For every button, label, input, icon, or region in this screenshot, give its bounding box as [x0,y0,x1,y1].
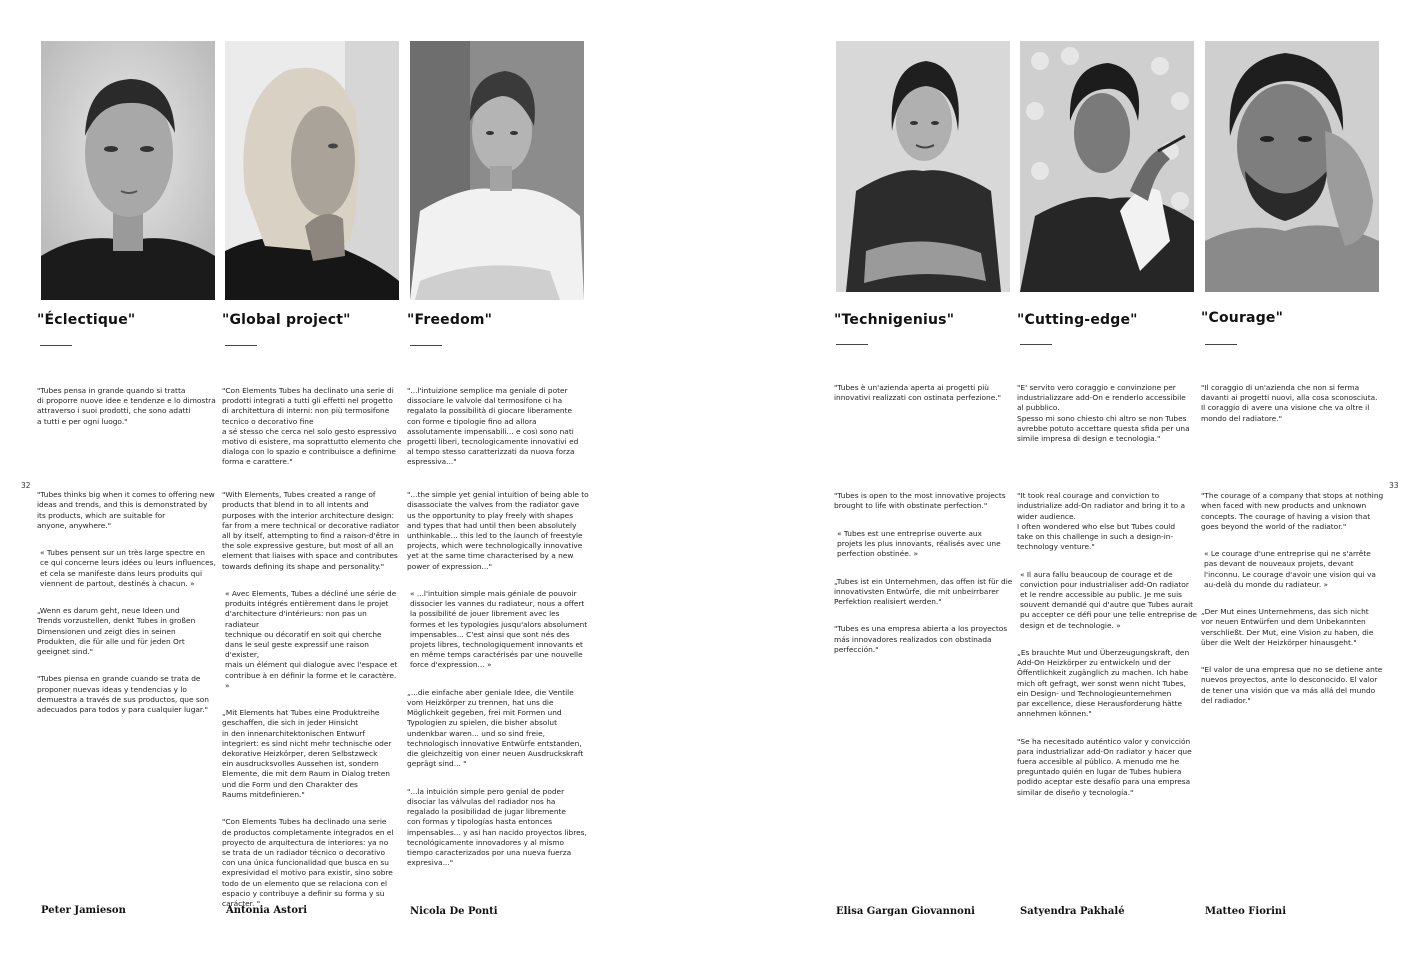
designer-name: Antonia Astori [226,905,308,916]
quote-german: „Wenn es darum geht, neue Ideen und Trends vorzustellen, denkt Tubes in großen Dimensionen und zeigt dies in seinen Produkten, die für alle und für jeden Ort geeignet sind." [37,606,196,657]
portrait-photo [225,41,399,300]
quote-french: « ...l'intuition simple mais géniale de pouvoir dissocier les vannes du radiateur, nous a offert la possibilité de jouer librement avec les formes et les typologies jusqu'alors absolument impensables... C'est ainsi que sont nés des projets libres, technologiquement innovants et en même temps caractérisés par une nouvelle force d'expression... » [410,589,588,670]
divider [225,345,257,346]
designer-name: Satyendra Pakhalé [1020,906,1125,917]
quote-french: « Tubes est une entreprise ouverte aux projets les plus innovants, réalisés avec une perfection obstinée. » [837,528,1001,559]
designer-name: Elisa Gargan Giovannoni [836,906,975,917]
quote-italian: "Il coraggio di un'azienda che non si ferma davanti ai progetti nuovi, alla cosa sconosciuta. Il coraggio di avere una visione che va oltre il mondo del radiatore." [1201,383,1378,423]
portrait-photo [41,41,215,300]
divider [410,345,442,346]
quote-translations [407,480,589,886]
quote-spanish: "...la intuición simple pero genial de poder disociar las válvulas del radiador nos ha regalado la posibilidad de jugar libremente con formas y tipologías hasta entonces impensables... y así han nacido proyectos libres, tecnológicamente innovadores y al mismo tiempo caracterizados por una nueva fuerza expresiva..." [407,786,587,868]
quote-spanish: "Tubes es una empresa abierta a los proyectos más innovadores realizados con obstinada perfección." [834,624,1008,654]
quote-english: "Tubes thinks big when it comes to offering new ideas and trends, and this is demonstrated by its products, which are suitable for anyone, anywhere." [37,490,215,530]
quote-italian: "Con Elements Tubes ha declinato una serie di prodotti integrati a tutti gli effetti nel progetto di architettura di interni: non più termosifone tecnico o decorativo fine a sé stesso che cerca nel solo gesto espressivo motivo di esistere, ma soprattutto elemento che dialoga con lo spazio e contribuisce a definirne forma e carattere." [222,386,402,467]
divider [40,345,72,346]
quote-english: "It took real courage and conviction to industrialize add-On radiator and bring it to a wider audience. I often wondered who else but Tubes could take on this challenge in such a design-in- technology venture." [1017,491,1186,552]
portrait-photo [410,41,584,300]
page-number-right: 33 [1389,481,1399,490]
portrait-photo [836,41,1010,292]
portrait-photo [1020,41,1194,292]
designer-name: Matteo Fiorini [1205,906,1287,917]
quote-italian: "E' servito vero coraggio e convinzione per industrializzare add-On e renderlo accessibile al pubblico. Spesso mi sono chiesto chi altro se non Tubes avrebbe potuto accettare questa sfida per una simile impresa di design e tecnologia." [1017,383,1190,444]
designer-name: Nicola De Ponti [410,906,498,917]
keyword-heading: "Cutting-edge" [1017,312,1138,328]
quote-french: « Le courage d'une entreprise qui ne s'arrête pas devant de nouveaux projets, devant l'inconnu. Le courage d'avoir une vision qui va au-delà du monde du radiateur. » [1204,549,1376,589]
quote-french: « Il aura fallu beaucoup de courage et de conviction pour industrialiser add-On radiator et le rendre accessible au public. Je me suis souvent demandé qui d'autre que Tubes aurait pu accepter ce défi pour une telle entreprise de design et de technologie. » [1020,569,1197,630]
quote-translations [1201,481,1386,723]
quote-german: „Tubes ist ein Unternehmen, das offen ist für die innovativsten Entwürfe, die mit unbeirrbarer Perfektion realisiert werden." [834,576,1013,607]
quote-translations [37,480,217,732]
quote-english: "With Elements, Tubes created a range of products that blend in to all intents and purposes with the interior architecture design: far from a mere technical or decorative radiator all by itself, attempting to find a raison-d'être in the sole expressive gesture, but most of all an element that liaises with space and contributes towards defining its shape and personality." [222,490,400,571]
keyword-heading: "Freedom" [407,312,493,328]
quote-spanish: "Se ha necesitado auténtico valor y convicción para industrializar add-On radiator y hacer que fuera accesible al público. A menudo me he preguntado quién en lugar de Tubes hubiera podido aceptar este desafío para una empresa similar de diseño y tecnología." [1017,736,1192,797]
quote-translations [222,480,402,926]
quote-italian: "Tubes è un'azienda aperta ai progetti più innovativi realizzati con ostinata perfezione." [834,383,1002,403]
designer-name: Peter Jamieson [41,905,126,916]
quote-italian: "Tubes pensa in grande quando si tratta di proporre nuove idee e tendenze e lo dimostra attraverso i suoi prodotti, che sono adatti a tutti e per ogni luogo." [37,386,216,426]
quote-translations [1017,481,1197,815]
quote-english: "Tubes is open to the most innovative projects brought to life with obstinate perfection." [834,491,1006,511]
quote-italian: "...l'intuizione semplice ma geniale di poter dissociare le valvole dal termosifone ci ha regalato la possibilità di giocare liberamente con forme e tipologie fino ad allora assolutamente impensabili... e così sono nati progetti liberi, tecnologicamente innovativi ed al tempo stesso caratterizzati da nuova forza espressiva..." [407,386,579,467]
quote-french: « Tubes pensent sur un très large spectre en ce qui concerne leurs idées ou leurs influences, et cela se manifeste dans leurs produits qui viennent de partout, destinés à chacun. » [40,548,216,588]
divider [1020,344,1052,345]
quote-english: "...the simple yet genial intuition of being able to disassociate the valves from the radiator gave us the opportunity to play freely with shapes and types that had until then been absolutely unthinkable... this led to the launch of freestyle projects, which were technologically innovative yet at the same time characterised by a new power of expression..." [407,490,589,571]
keyword-heading: "Global project" [222,312,351,328]
divider [836,344,868,345]
divider [1205,344,1237,345]
page-number-left: 32 [21,481,31,490]
quote-german: „Mit Elements hat Tubes eine Produktreihe geschaffen, die sich in jeder Hinsicht in den innenarchitektonischen Entwurf integriert: es sind nicht mehr technische oder dekorative Heizkörper, deren Selbstzweck ein ausdrucksvolles Aussehen ist, sondern Elemente, die mit dem Raum in Dialog treten und die Form und den Charakter des Raums mitdefinieren." [222,708,392,799]
quote-german: „Es brauchte Mut und Überzeugungskraft, den Add-On Heizkörper zu entwickeln und der Öffentlichkeit zugänglich zu machen. Ich habe mich oft gefragt, wer sonst wenn nicht Tubes, ein Design- und Technologieunternehmen par excellence, diese Herausforderung hätte annehmen können." [1017,648,1190,719]
quote-spanish: "Con Elements Tubes ha declinado una serie de productos completamente integrados en el proyecto de arquitectura de interiores: ya no se trata de un radiador técnico o decorativo con una única funcionalidad que busca en su expresividad el motivo para existir, sino sobre todo de un elemento que se relaciona con el espacio y contribuye a definir su forma y su carácter. " [222,817,394,908]
quote-translations [834,481,1014,672]
quote-french: « Avec Elements, Tubes a décliné une série de produits intégrés entièrement dans le projet d'architecture d'intérieurs: non pas un radiateur technique ou décoratif en soit qui cherche dans le seul geste expressif une raison d'exister, mais un élément qui dialogue avec l'espace et contribue à en définir la forme et le caractère. » [225,589,398,690]
quote-english: "The courage of a company that stops at nothing when faced with new products and unknown concepts. The courage of having a vision that goes beyond the world of the radiator." [1201,491,1384,531]
keyword-heading: "Éclectique" [37,312,136,328]
portrait-photo [1205,41,1379,292]
quote-spanish: "Tubes piensa en grande cuando se trata de proponer nuevas ideas y tendencias y lo demuestra a través de sus productos, que son adecuados para todos y para cualquier lugar." [37,674,209,715]
keyword-heading: "Courage" [1201,310,1284,326]
quote-german: „...die einfache aber geniale Idee, die Ventile vom Heizkörper zu trennen, hat uns die Möglichkeit gegeben, frei mit Formen und Typologien zu spielen, die bisher absolut undenkbar waren... und so sind freie, technologisch innovative Entwürfe entstanden, die gleichzeitig von einer neuen Ausdruckskraft geprägt sind... " [407,687,584,769]
quote-spanish: "El valor de una empresa que no se detiene ante nuevos proyectos, ante lo desconocido. El valor de tener una visión que va más allá del mundo del radiador." [1201,665,1383,705]
quote-german: „Der Mut eines Unternehmens, das sich nicht vor neuen Entwürfen und dem Unbekannten verschließt. Der Mut, eine Vision zu haben, die über die Welt der Heizkörper hinausgeht." [1201,607,1374,647]
keyword-heading: "Technigenius" [834,312,955,328]
